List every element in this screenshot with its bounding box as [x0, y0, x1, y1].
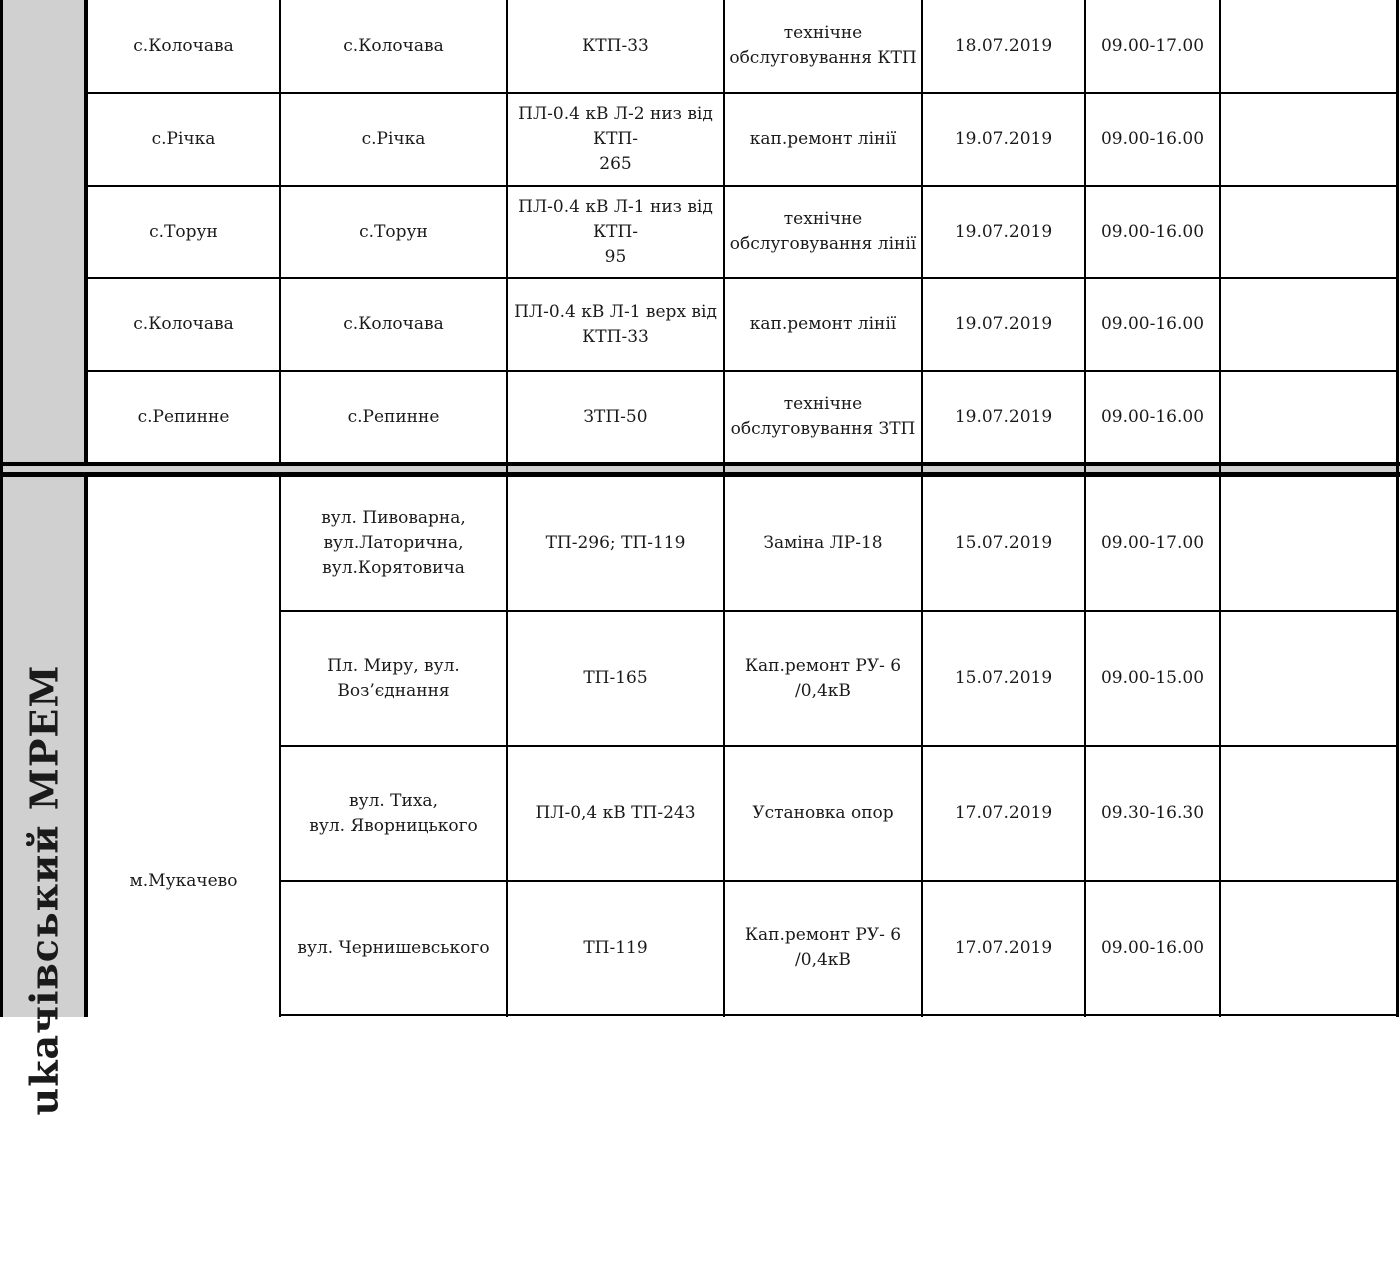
cell-work-type: технічне обслуговування лінії [729, 209, 917, 254]
border-left-outer [0, 0, 3, 1017]
cell-date: 18.07.2019 [954, 35, 1053, 56]
cell-time: 09.00-15.00 [1100, 668, 1205, 688]
cell-work-type: технічне обслуговування КТП [729, 23, 917, 68]
district-column-top [3, 0, 84, 463]
cell-note [1221, 612, 1396, 745]
cell-time: 09.00-17.00 [1100, 35, 1205, 56]
cell-locality: Пл. Миру, вул. Воз’єднання [327, 655, 460, 701]
cell-note [1221, 0, 1396, 92]
cell-work-type: кап.ремонт лінії [749, 314, 897, 334]
district-label: ukачівський МРЕМ [21, 664, 67, 1116]
cell-date: 17.07.2019 [954, 803, 1053, 823]
cell-time: 09.00-16.00 [1100, 406, 1205, 427]
cell-village: с.Колочава [133, 35, 234, 56]
cell-work-type: кап.ремонт лінії [749, 129, 897, 149]
cell-locality: вул. Чернишевського [297, 937, 490, 958]
cell-work-type: Установка опор [752, 803, 894, 823]
cell-date: 19.07.2019 [954, 221, 1053, 242]
cell-note [1221, 187, 1396, 277]
cell-object: ПЛ-0.4 кВ Л-1 верх від КТП-33 [514, 301, 717, 347]
cell-locality: с.Колочава [343, 314, 444, 334]
cell-work-type: Заміна ЛР-18 [763, 533, 883, 553]
cell-date: 19.07.2019 [954, 406, 1053, 427]
cell-time: 09.00-16.00 [1100, 937, 1205, 958]
cell-locality: с.Торун [359, 221, 428, 242]
cell-time: 09.00-16.00 [1100, 129, 1205, 149]
cell-date: 19.07.2019 [954, 314, 1053, 334]
cell-object: ТП-165 [583, 668, 648, 688]
cell-object: ПЛ-0.4 кВ Л-2 низ від КТП- 265 [518, 104, 713, 174]
cell-object: ТП-119 [583, 937, 648, 958]
cell-village: с.Репинне [137, 406, 230, 427]
cell-locality: вул. Пивоварна, вул.Латорична, вул.Корятовича [321, 508, 466, 578]
cell-work-type: технічне обслуговування ЗТП [730, 394, 916, 439]
cell-note [1221, 477, 1396, 610]
cell-locality: с.Репинне [347, 406, 440, 427]
cell-date: 15.07.2019 [954, 668, 1053, 688]
cell-time: 09.30-16.30 [1100, 803, 1205, 823]
cell-date: 15.07.2019 [954, 533, 1053, 553]
cell-locality: с.Річка [361, 129, 426, 149]
cell-village: с.Торун [149, 221, 218, 242]
cell-object: ПЛ-0.4 кВ Л-1 низ від КТП- 95 [518, 196, 713, 267]
cell-locality: вул. Тиха, вул. Яворницького [309, 790, 478, 836]
cell-time: 09.00-16.00 [1100, 221, 1205, 242]
cell-note [1221, 279, 1396, 370]
cell-work-type: Кап.ремонт РУ- 6 /0,4кВ [744, 655, 902, 701]
cell-note [1221, 94, 1396, 185]
border-right-outer [1396, 0, 1399, 1017]
cell-object: КТП-33 [582, 35, 649, 56]
cell-locality: с.Колочава [343, 35, 444, 56]
cell-village: с.Колочава [133, 314, 234, 334]
cell-village: с.Річка [151, 129, 216, 149]
row-line [279, 1014, 1398, 1016]
cell-note [1221, 882, 1396, 1014]
cell-object: ТП-296; ТП-119 [545, 533, 686, 553]
cell-object: ПЛ-0,4 кВ ТП-243 [535, 803, 696, 823]
cell-work-type: Кап.ремонт РУ- 6 /0,4кВ [744, 925, 902, 970]
cell-note [1221, 747, 1396, 880]
cell-time: 09.00-17.00 [1100, 533, 1205, 553]
cell-object: ЗТП-50 [583, 406, 648, 427]
cell-date: 17.07.2019 [954, 937, 1053, 958]
cell-note [1221, 372, 1396, 462]
cell-date: 19.07.2019 [954, 129, 1053, 149]
cell-city: м.Мукачево [129, 870, 238, 891]
cell-time: 09.00-16.00 [1100, 314, 1205, 334]
